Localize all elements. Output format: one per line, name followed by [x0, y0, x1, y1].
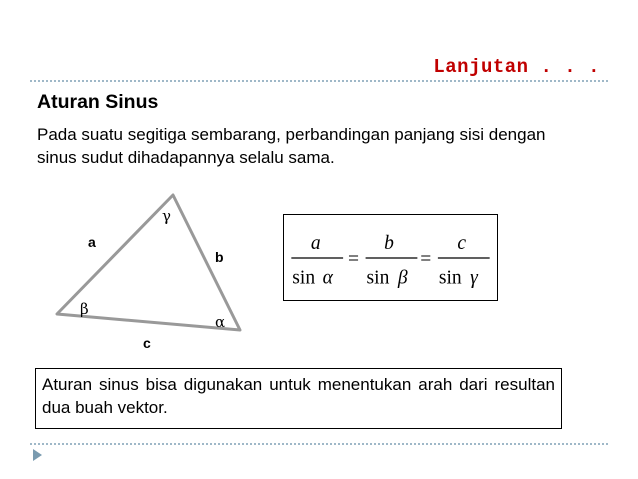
formula-sin-1: sin	[292, 267, 316, 289]
angle-beta-label: β	[80, 300, 89, 318]
formula-equals-2: =	[420, 248, 432, 270]
slide-title: Lanjutan . . .	[433, 56, 600, 78]
formula-equals-1: =	[348, 248, 360, 270]
side-c-label: c	[143, 335, 151, 351]
formula-numerator-a: a	[310, 233, 321, 255]
sine-rule-formula	[283, 214, 498, 301]
formula-beta: β	[397, 267, 408, 289]
side-a-label: a	[88, 234, 96, 250]
formula-numerator-c: c	[457, 233, 467, 255]
note-text: Aturan sinus bisa digunakan untuk menentukan arah dari resultan dua buah vektor.	[42, 375, 555, 417]
triangle-bullet-icon	[33, 449, 42, 461]
bottom-divider	[30, 443, 608, 445]
section-heading: Aturan Sinus	[37, 91, 159, 113]
formula-sin-2: sin	[366, 267, 390, 289]
formula-gamma: γ	[470, 267, 478, 289]
formula-numerator-b: b	[384, 233, 394, 255]
formula-sin-3: sin	[438, 267, 462, 289]
side-b-label: b	[215, 249, 224, 265]
section-paragraph: Pada suatu segitiga sembarang, perbandingan panjang sisi dengan sinus sudut dihadapannya selalu sama.	[37, 125, 546, 167]
top-divider	[30, 80, 608, 82]
formula-alpha: α	[322, 267, 333, 289]
triangle-diagram	[40, 190, 280, 360]
angle-gamma-label: γ	[162, 207, 171, 225]
note-box	[35, 368, 562, 429]
angle-alpha-label: α	[215, 313, 226, 331]
